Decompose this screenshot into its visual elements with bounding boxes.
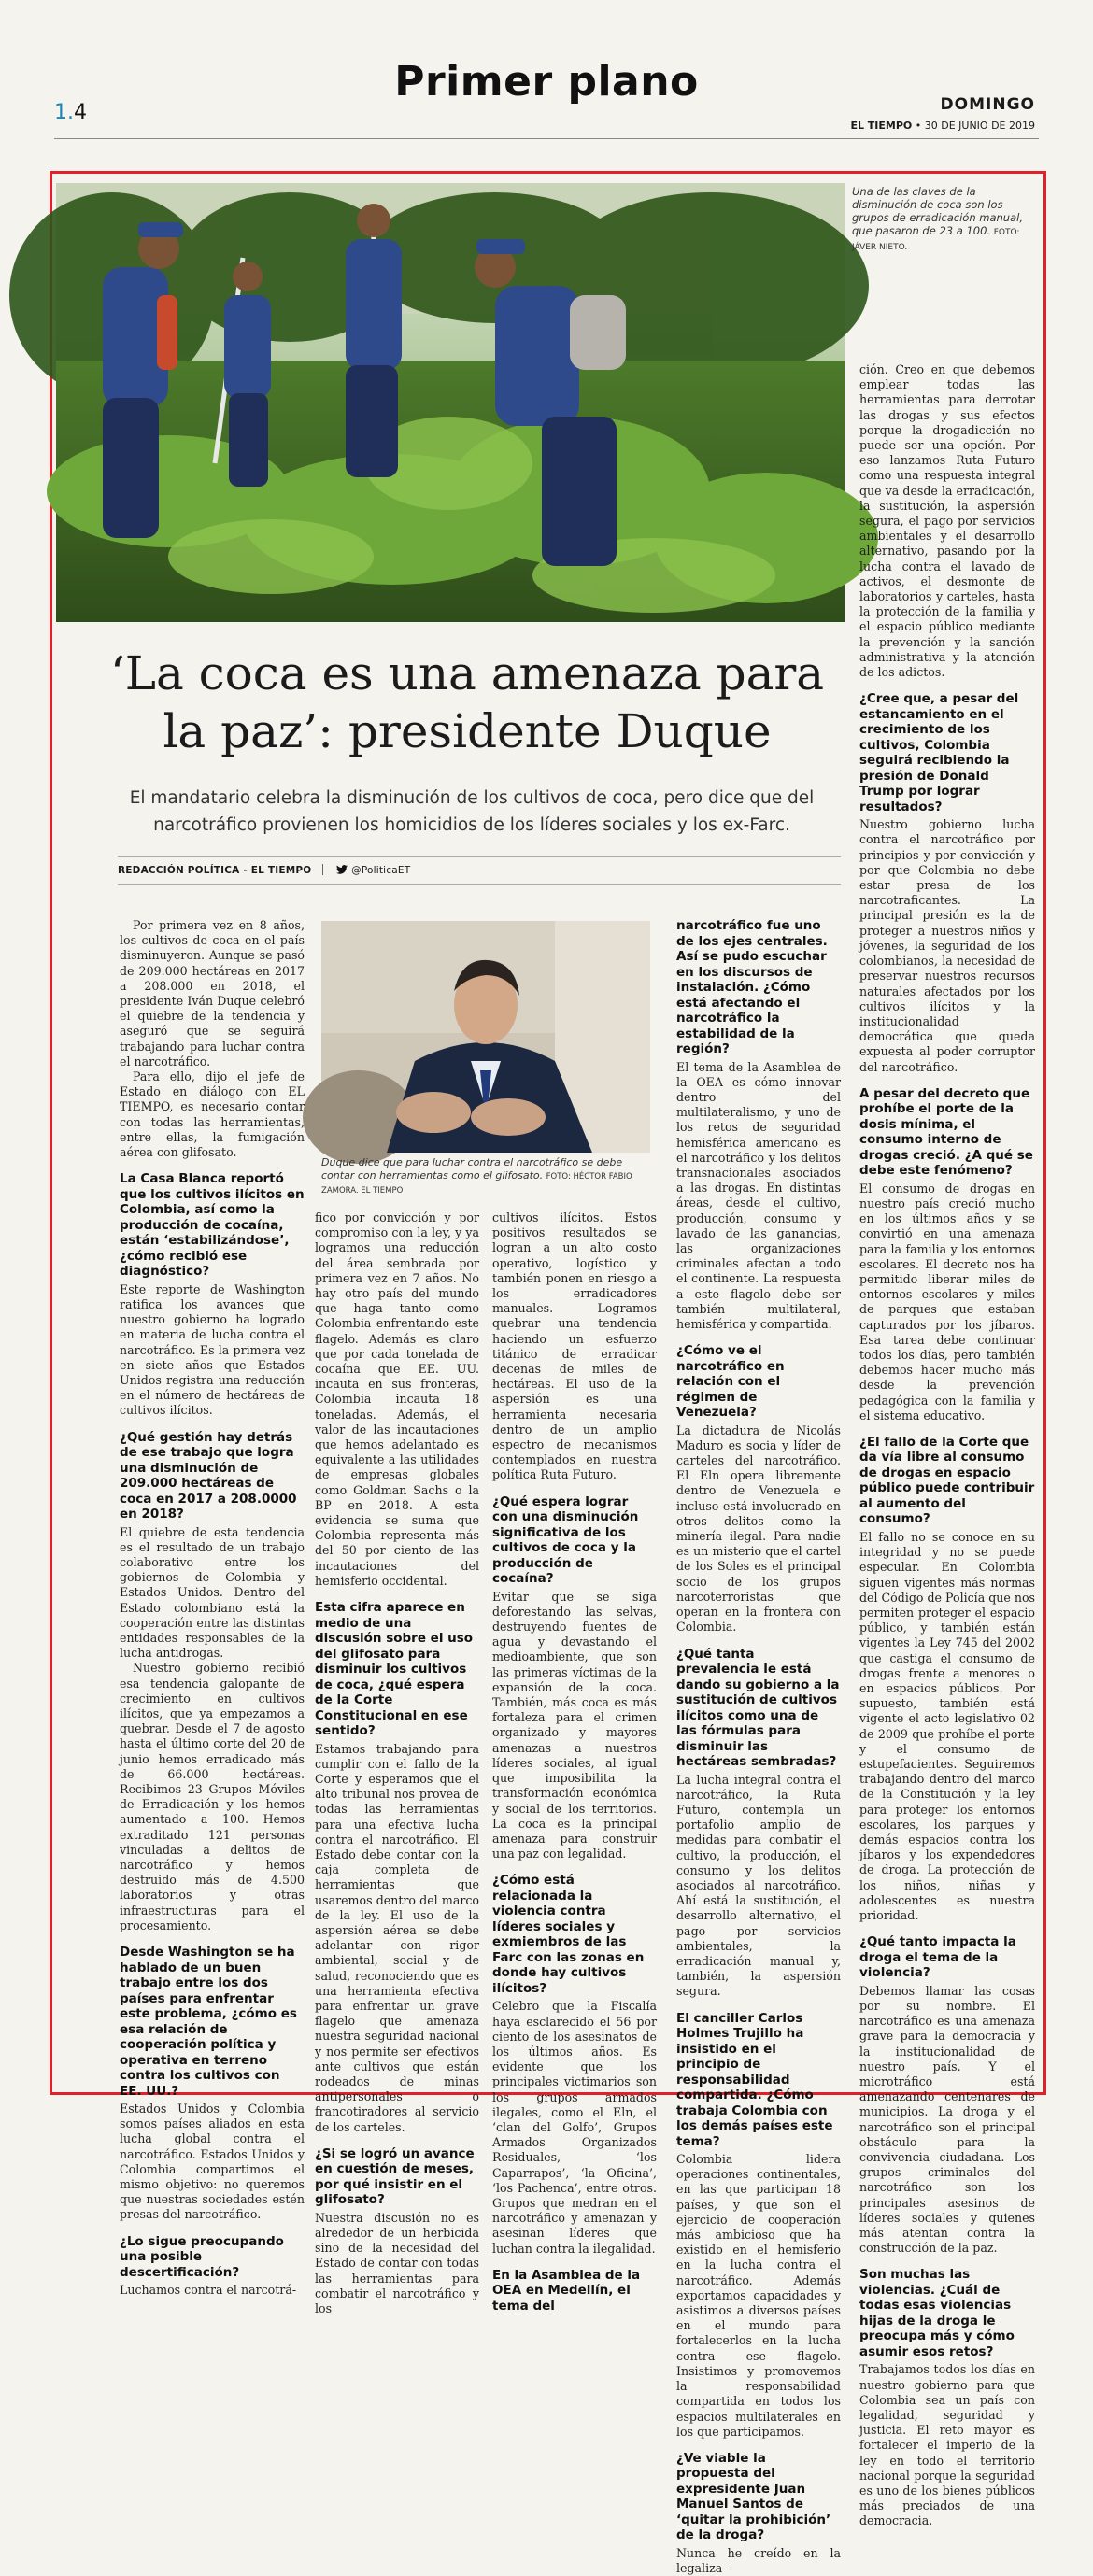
paper-name: EL TIEMPO (850, 120, 913, 132)
twitter-icon (333, 865, 351, 876)
date: • 30 DE JUNIO DE 2019 (912, 120, 1035, 132)
twitter-handle: @PoliticaET (351, 865, 411, 876)
question-heading: ¿Qué tanto impacta la droga el tema de la violencia? (859, 1934, 1016, 1981)
inset-photo-caption (321, 1156, 650, 1198)
inset-photo-credit: FOTO: HÉCTOR FABIO ZAMORA. EL TIEMPO (321, 1171, 632, 1196)
body-paragraph: Luchamos contra el narcotrá- (120, 2283, 297, 2298)
body-paragraph: Celebro que la Fiscalía haya esclarecido el 56 por ciento de los asesinatos de los últimos años. Es evidente que los principales victimarios son los grupos armados ilegales, como el Eln, el ‘clan del Golfo’, Grupos Armados Organizados Residuales, ‘los Caparrapos’, ‘la Oficina’, ‘los Pachenca’, entre otros. Grupos que medran en el narcotráfico y amenazan y asesinan líderes que luchan contra la ilegalidad. (492, 1999, 657, 2256)
question-heading: El canciller Carlos Holmes Trujillo ha insistido en el principio de responsabilidad compartida. ¿Cómo trabaja Colombia con los demás países este tema? (676, 2010, 833, 2149)
column-5 (859, 362, 1035, 2529)
question-heading: narcotráfico fue uno de los ejes centrales. Así se pudo escuchar en los discursos de instalación. ¿Cómo está afectando el narcotráfico la estabilidad de la región? (676, 918, 828, 1056)
question-heading: Esta cifra aparece en medio de una discusión sobre el uso del glifosato para disminuir los cultivos de coca, ¿qué espera de la Corte Constitucional en ese sentido? (315, 1600, 474, 1739)
body-paragraph: ción. Creo en que debemos emplear todas las herramientas para derrotar las drogas y sus efectos porque la drogadicción no puede ser una opción. Por eso lanzamos Ruta Futuro como una respuesta integral que va desde la erradicación, la sustitución, la aspersión segura, el pago por servicios ambientales y el desarrollo alternativo, pasando por la lucha contra el lavado de activos, el desmonte de laboratorios y carteles, hasta la protección de la familia y el espacio público mediante la prevención y la sanción administrativa y la atención de los adictos. (859, 362, 1035, 680)
section-title: Primer plano (394, 58, 699, 106)
main-photo-caption (852, 185, 1039, 254)
body-paragraph: Por primera vez en 8 años, los cultivos de coca en el país disminuyeron. Aunque se pasó de 209.000 hectáreas en 2017 a 208.000 en 2018, el presidente Iván Duque celebró el quiebre de la tendencia y aseguró que se seguirá trabajando para luchar contra el narcotráfico. (120, 918, 305, 1069)
question-heading: ¿Qué tanta prevalencia le está dando su gobierno a la sustitución de cultivos ilícitos como una de las fórmulas para disminuir las hectáreas sembradas? (676, 1646, 840, 1769)
body-paragraph: cultivos ilícitos. Estos positivos resultados se logran a un alto costo operativo, logístico y también ponen en riesgo a los erradicadores manuales. Logramos quebrar una tendencia haciendo un esfuerzo titánico de erradicar decenas de miles de hectáreas. El uso de la aspersión es una herramienta necesaria dentro de un amplio espectro de mecanismos contemplados en nuestra política Ruta Futuro. (492, 1210, 657, 1482)
masthead (0, 0, 1093, 177)
main-photo (56, 183, 845, 622)
question-heading: ¿Qué gestión hay detrás de ese trabajo que logra una disminución de 209.000 hectáreas de coca en 2017 a 208.0000 en 2018? (120, 1429, 297, 1522)
column-2 (315, 1210, 479, 2316)
masthead-rule (54, 138, 1039, 139)
body-paragraph: Estamos trabajando para cumplir con el fallo de la Corte y esperamos que el alto tribunal nos provea de todas las herramientas para una efectiva lucha contra el narcotráfico. El Estado debe contar con la caja completa de herramientas que usaremos dentro del marco de la ley. El uso de la aspersión aérea se debe adelantar con rigor ambiental, social y de salud, reconociendo que es una herramienta efectiva para enfrentar un grave flagelo que amenaza nuestra seguridad nacional y nos permite ser efectivos ante cultivos que están rodeados de minas antipersonales o francotiradores al servicio de los carteles. (315, 1741, 479, 2134)
headline-line-2: la paz’: presidente Duque (163, 704, 772, 758)
president-portrait-image (321, 921, 650, 1153)
body-paragraph: El fallo no se conoce en su integridad y no se puede especular. En Colombia siguen vigentes más normas del Código de Policía que nos permiten proteger el espacio público, y también están vigentes la Ley 745 del 2002 que castiga el consumo de drogas frente a menores o en espacios públicos. Por supuesto, también está vigente el acto legislativo 02 de 2009 que prohíbe el porte y el consumo de estupefacientes. Seguiremos trabajando dentro del marco de la Constitución y la ley para proteger los entornos escolares, los parques y demás espacios contra los jíbaros y los expendedores de droga. La protección de los niños, niñas y adolescentes es nuestra prioridad. (859, 1529, 1035, 1923)
body-paragraph: Nuestra discusión no es alrededor de un herbicida sino de la necesidad del Estado de contar con todas las herramientas para combatir el narcotráfico y los (315, 2210, 479, 2316)
question-heading: Desde Washington se ha hablado de un buen trabajo entre los dos países para enfrentar este problema, ¿cómo es esa relación de cooperación política y operativa en terreno contra los cultivos con EE. UU.? (120, 1945, 297, 2099)
headline (93, 644, 841, 760)
question-heading: La Casa Blanca reportó que los cultivos ilícitos en Colombia, así como la producción de cocaína, están ‘estabilizándose’, ¿cómo recibió ese diagnóstico? (120, 1171, 305, 1280)
question-heading: ¿Qué espera lograr con una disminución significativa de los cultivos de coca y la producción de cocaína? (492, 1493, 639, 1587)
byline (118, 864, 410, 876)
body-paragraph: Para ello, dijo el jefe de Estado en diálogo con EL TIEMPO, es necesario contar con todas las herramientas, entre ellas, la fumigación aérea con glifosato. (120, 1069, 305, 1160)
dateline (850, 120, 1035, 132)
body-paragraph: Nuestro gobierno recibió esa tendencia galopante de crecimiento en cultivos ilícitos, que ya empezamos a quebrar. Desde el 7 de agosto hasta el último corte del 20 de junio hemos erradicado más de 66.000 hectáreas. Recibimos 23 Grupos Móviles de Erradicación y los hemos aumentado a 100. Hemos extraditado 121 personas vinculadas a delitos de narcotráfico y hemos destruido más de 4.500 laboratorios y otras infraestructuras para el procesamiento. (120, 1661, 305, 1932)
question-heading: ¿Ve viable la propuesta del expresidente Juan Manuel Santos de ‘quitar la prohibición’ de la droga? (676, 2450, 831, 2543)
body-paragraph: Estados Unidos y Colombia somos países aliados en esta lucha global contra el narcotráfico. Estados Unidos y Colombia compartimos el mismo objetivo: no queremos que nuestras sociedades estén presas del narcotráfico. (120, 2102, 305, 2222)
question-heading: Son muchas las violencias. ¿Cuál de todas esas violencias hijas de la droga le preocupa más y cómo asumir esos retos? (859, 2267, 1015, 2359)
byline-author: REDACCIÓN POLÍTICA - EL TIEMPO (118, 865, 312, 876)
body-paragraph: El consumo de drogas en nuestro país creció mucho en los últimos años y se convirtió en una amenaza para la familia y los entornos escolares. El decreto nos ha permitido liberar miles de entornos escolares y miles de parques que estaban capturados por los jíbaros. Esa tarea debe continuar todos los días, pero también debemos hacer mucho más desde la prevención pedagógica con la familia y el sistema educativo. (859, 1181, 1035, 1422)
question-heading: ¿Cómo está relacionada la violencia contra líderes sociales y exmiembros de las Farc con las zonas en donde hay cultivos ilícitos? (492, 1873, 645, 1996)
question-heading: ¿Cómo ve el narcotráfico en relación con el régimen de Venezuela? (676, 1343, 785, 1421)
byline-rule-top (118, 856, 841, 857)
page-number (54, 101, 87, 124)
page-prefix: 1. (54, 101, 74, 124)
column-4 (676, 918, 841, 2576)
question-heading: ¿Lo sigue preocupando una posible descertificación? (120, 2233, 284, 2280)
body-paragraph: El tema de la Asamblea de la OEA es cómo innovar dentro del multilateralismo, y uno de los retos de seguridad hemisférica americano es el narcotráfico y los delitos transnacionales asociados a las drogas. En distintas áreas, desde el cultivo, producción, consumo y lavado de las ganancias, las organizaciones criminales afectan a todo el continente. La respuesta a este flagelo debe ser también multilateral, hemisférica y compartida. (676, 1059, 841, 1331)
body-paragraph: Nuestro gobierno lucha contra el narcotráfico por principios y por convicción y por que Colombia no debe estar presa de los narcotraficantes. La principal presión es la de proteger a nuestros niños y jóvenes, la seguridad de los colombianos, la necesidad de preservar nuestros recursos naturales afectados por los cultivos ilícitos y la institucionalidad democrática que queda expuesta al poder corruptor del narcotráfico. (859, 817, 1035, 1074)
dek: El mandatario celebra la disminución de los cultivos de coca, pero dice que del narcotráfico provienen los homicidios de los líderes sociales y los ex-Farc. (129, 788, 815, 835)
question-heading: ¿Si se logró un avance en cuestión de meses, por qué insistir en el glifosato? (315, 2145, 475, 2208)
inset-photo (321, 921, 650, 1153)
body-paragraph: La lucha integral contra el narcotráfico, la Ruta Futuro, contempla un portafolio amplio de medidas para combatir el cultivo, la producción, el consumo y los delitos asociados al narcotráfico. Ahí está la sustitución, el desarrollo alternativo, el pago por servicios ambientales, la erradicación manual y, también, la aspersión segura. (676, 1772, 841, 1999)
body-paragraph: Debemos llamar las cosas por su nombre. El narcotráfico es una amenaza grave para la democracia y la institucionalidad de nuestro país. Y el microtráfico está amenazando centenares de municipios. La droga y el narcotráfico son el principal obstáculo para la convivencia ciudadana. Los grupos criminales del narcotráfico son los principales asesinos de líderes sociales y quienes más atentan contra la construcción de la paz. (859, 1983, 1035, 2256)
page-number-value: 4 (74, 101, 87, 124)
main-photo-caption-text: Una de las claves de la disminución de coca son los grupos de erradicación manual, que pasaron de 23 a 100. (852, 185, 1023, 237)
body-paragraph: fico por convicción y por compromiso con la ley, y ya logramos una reducción del área sembrada por primera vez en 7 años. No hay otro país del mundo que haga tanto como Colombia enfrentando este flagelo. Además es claro que por cada tonelada de cocaína que EE. UU. incauta en sus fronteras, Colombia incauta 18 toneladas. Además, el valor de las incautaciones que hemos adelantado es equivalente a las utilidades de empresas globales como Goldman Sachs o la BP en 2018. A esta evidencia se suma que Colombia representa más del 50 por ciento de las incautaciones del hemisferio occidental. (315, 1210, 479, 1588)
column-1 (120, 918, 305, 2298)
byline-rule-bottom (118, 884, 841, 885)
question-heading: ¿Cree que, a pesar del estancamiento en el crecimiento de los cultivos, Colombia seguirá recibiendo la presión de Donald Trump por lograr resultados? (859, 691, 1019, 814)
main-photo-credit: FOTO: JÁVER NIETO. (852, 228, 1020, 252)
body-paragraph: Evitar que se siga deforestando las selvas, destruyendo fuentes de agua y devastando el medioambiente, que son las primeras víctimas de la expansión de la coca. También, más coca es más fortaleza para el crimen organizado y mayores amenazas a nuestros líderes sociales, al igual que imposibilita la transformación económica y social de los territorios. La coca es la principal amenaza para construir una paz con legalidad. (492, 1589, 657, 1861)
question-heading: ¿El fallo de la Corte que da vía libre al consumo de drogas en espacio público puede contribuir al aumento del consumo? (859, 1434, 1035, 1527)
coca-eradicators-image (56, 183, 845, 622)
body-paragraph: Nunca he creído en la legaliza- (676, 2545, 841, 2576)
body-paragraph: Trabajamos todos los días en nuestro gobierno para que Colombia sea un país con legalidad, seguridad y justicia. El reto mayor es fortalecer el imperio de la ley en todo el territorio nacional porque la seguridad es uno de los bienes públicos más preciados de una democracia. (859, 2362, 1035, 2528)
headline-line-1: ‘La coca es una amenaza para (109, 646, 825, 701)
inset-photo-caption-text: Duque dice que para luchar contra el narcotráfico se debe contar con herramientas como el glifosato. (321, 1156, 623, 1182)
question-heading: En la Asamblea de la OEA en Medellín, el tema del (492, 2267, 641, 2314)
byline-separator (322, 864, 323, 875)
question-heading: A pesar del decreto que prohíbe el porte de la dosis mínima, el consumo interno de drogas creció. ¿A qué se debe este fenómeno? (859, 1085, 1033, 1179)
body-paragraph: Colombia lidera operaciones continentales, en las que participan 18 países, y que son el ejercicio de cooperación más ambicioso que ha existido en el hemisferio en la lucha contra el narcotráfico. Además exportamos capacidades y asistimos a diversos países en el mundo para fortalecerlos en la lucha contra ese flagelo. Insistimos y promovemos la responsabilidad compartida en todos los espacios multilaterales en los que participamos. (676, 2152, 841, 2439)
day-label: DOMINGO (940, 95, 1035, 114)
body-paragraph: Este reporte de Washington ratifica los avances que nuestro gobierno ha logrado en materia de lucha contra el narcotráfico. Es la primera vez en siete años que Estados Unidos registra una reducción en el número de hectáreas de cultivos ilícitos. (120, 1281, 305, 1418)
body-paragraph: La dictadura de Nicolás Maduro es socia y líder de carteles del narcotráfico. El Eln opera libremente dentro de Venezuela e incluso está involucrado en otros delitos como la minería ilegal. Para nadie es un misterio que el cartel de los Soles es el principal socio de los grupos narcoterroristas que operan en la frontera con Colombia. (676, 1422, 841, 1635)
body-paragraph: El quiebre de esta tendencia es el resultado de un trabajo colaborativo entre los gobiernos de Colombia y Estados Unidos. Dentro del Estado colombiano está la cooperación entre las distintas entidades responsables de la lucha antidrogas. (120, 1524, 305, 1661)
column-3 (492, 1210, 657, 2316)
